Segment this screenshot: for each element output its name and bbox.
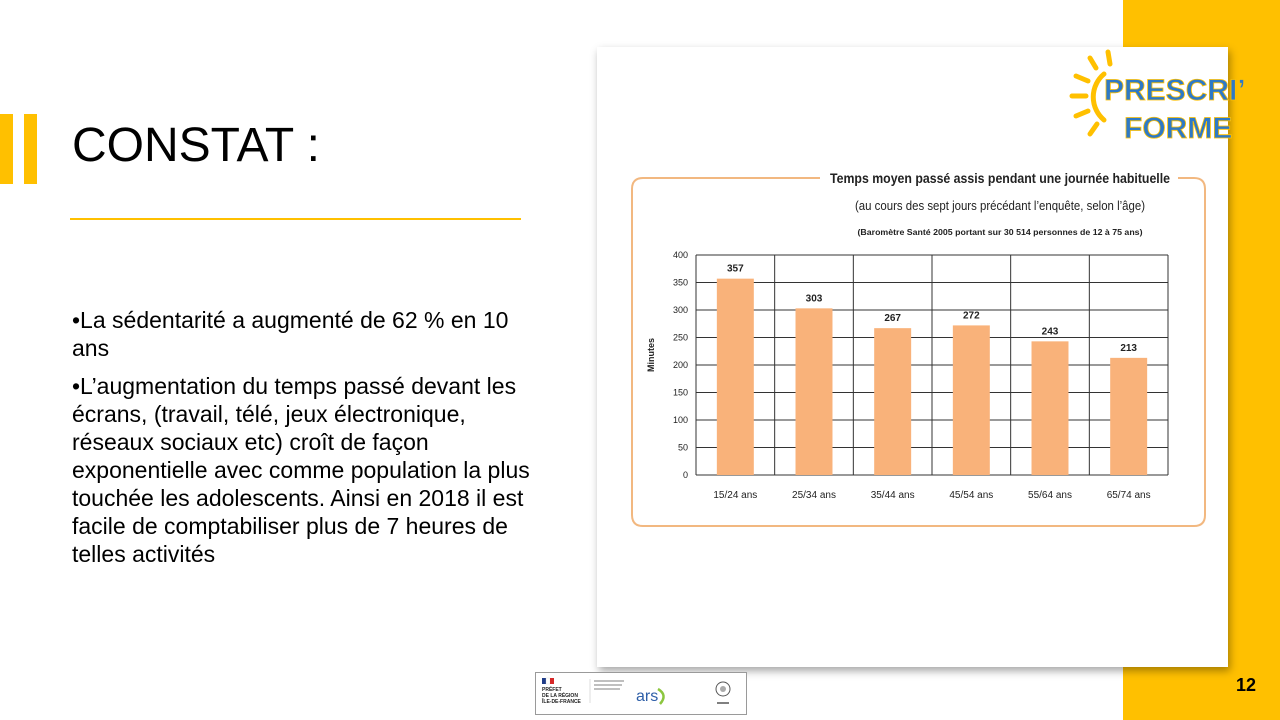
text-lines-icon — [594, 681, 624, 689]
category-label: 65/74 ans — [1106, 490, 1151, 501]
bullet-list — [72, 306, 532, 578]
category-label: 25/34 ans — [792, 490, 836, 501]
category-label: 35/44 ans — [870, 490, 915, 501]
logo-line-1: PRESCRI’ — [1104, 74, 1246, 107]
y-tick-label: 350 — [672, 277, 688, 288]
prefet-line: DE LA RÉGION — [542, 693, 578, 699]
insignia-center-icon — [720, 686, 726, 692]
y-tick-label: 300 — [672, 305, 688, 315]
data-label: 243 — [1041, 326, 1059, 338]
y-tick-label: 400 — [672, 250, 688, 260]
title-underline — [70, 218, 521, 220]
category-label: 55/64 ans — [1028, 490, 1072, 501]
ars-swoosh-icon — [658, 689, 664, 704]
data-label: 272 — [962, 310, 980, 322]
slide-title: CONSTAT : — [72, 119, 321, 172]
logo-line-2: FORME — [1124, 112, 1233, 145]
category-label: 45/54 ans — [949, 490, 994, 501]
prefet-line: ÎLE-DE-FRANCE — [542, 699, 581, 705]
partner-logos — [535, 672, 747, 715]
y-tick-label: 50 — [677, 442, 688, 453]
page-number: 12 — [1235, 675, 1256, 695]
grid — [696, 255, 1168, 475]
chart-title: Temps moyen passé assis pendant une journée habituelle — [830, 170, 1171, 186]
y-tick-label: 200 — [672, 360, 688, 370]
bullet-item: •La sédentarité a augmenté de 62 % en 10 ans — [72, 307, 509, 361]
bullet-item: •L’augmentation du temps passé devant les écrans, (travail, télé, jeux électronique, réseaux sociaux etc) croît de façon exponentielle avec comme population la plus touchée les adolescents. Ainsi en 2018 il est facile de comptabiliser plus de 7 heures de telles activités — [72, 373, 530, 567]
y-tick-label: 100 — [672, 415, 688, 425]
category-label: 15/24 ans — [713, 490, 758, 501]
y-tick-label: 150 — [672, 387, 688, 398]
y-tick-label: 250 — [672, 332, 688, 343]
bar-chart — [630, 165, 1208, 533]
bar — [1032, 341, 1069, 475]
prescriforme-logo — [1068, 50, 1246, 150]
ars-logo: ars — [636, 688, 659, 705]
data-label: 357 — [726, 263, 744, 275]
bar — [796, 308, 833, 475]
partner-logos-graphic — [536, 673, 746, 714]
data-label: 213 — [1120, 342, 1138, 354]
flag-blue — [542, 678, 546, 684]
prefet-line: PRÉFET — [542, 687, 562, 693]
bar — [717, 279, 754, 475]
flag-red — [550, 678, 554, 684]
flag-white — [546, 678, 550, 684]
data-label: 267 — [884, 313, 902, 325]
bar — [1110, 358, 1147, 475]
y-tick-label: 0 — [682, 470, 688, 480]
bar — [874, 328, 911, 475]
bar — [953, 325, 990, 475]
chart-subtitle: (au cours des sept jours précédant l’enquête, selon l’âge) — [855, 198, 1145, 213]
y-axis-label: Minutes — [646, 337, 656, 373]
data-label: 303 — [805, 293, 823, 305]
chart-note: (Baromètre Santé 2005 portant sur 30 514 personnes de 12 à 75 ans) — [857, 227, 1143, 237]
